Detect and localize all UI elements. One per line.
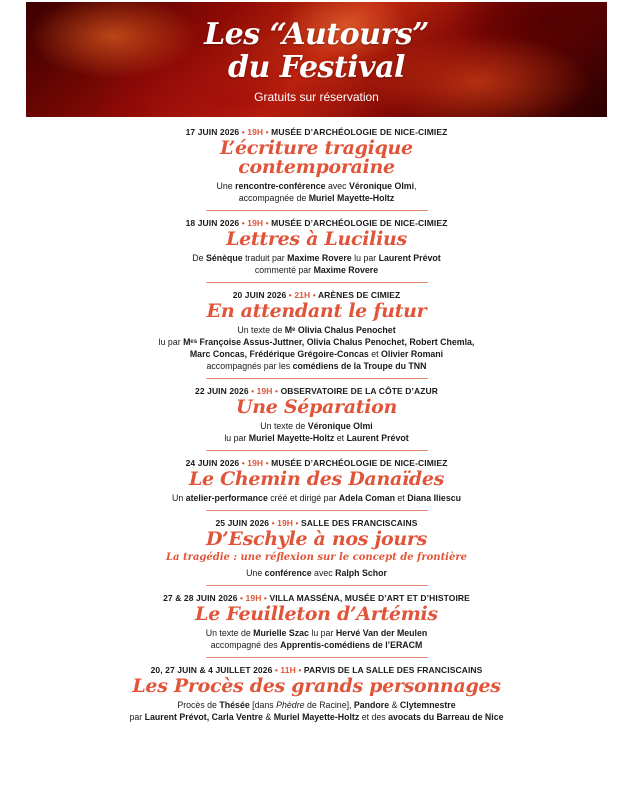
bullet-separator: • — [293, 518, 302, 528]
highlighted-text: atelier-performance — [185, 493, 268, 503]
highlighted-text: Véronique Olmi — [307, 421, 373, 431]
bullet-separator: • — [239, 458, 248, 468]
event-date: 20 JUIN 2026 — [232, 290, 287, 300]
event-date: 27 & 28 JUIN 2026 — [163, 593, 238, 603]
event-time: 11H — [280, 665, 296, 675]
bullet-separator: • — [263, 458, 272, 468]
bullet-separator: • — [272, 386, 281, 396]
event-title-line: Le Feuilleton d’Artémis — [195, 603, 438, 625]
highlighted-text: Murielle Szac — [253, 628, 309, 638]
event-item — [26, 217, 607, 276]
highlighted-text: Clytemnestre — [399, 700, 456, 710]
text-segment: avec — [325, 181, 350, 191]
text-segment: Un — [172, 493, 186, 503]
event-item — [26, 289, 607, 372]
highlighted-text: conférence — [264, 568, 312, 578]
text-segment: et — [334, 433, 347, 443]
event-divider — [206, 510, 428, 511]
bullet-separator: • — [261, 593, 270, 603]
event-description-line — [26, 324, 607, 336]
event-description-line — [26, 336, 607, 348]
event-divider — [206, 282, 428, 283]
event-place: MUSÉE D’ARCHÉOLOGIE DE NICE-CIMIEZ — [271, 458, 448, 468]
event-title — [26, 302, 607, 321]
event-description — [26, 627, 607, 651]
highlighted-text: rencontre-conférence — [235, 181, 326, 191]
highlighted-text: Apprentis-comédiens de l’ERACM — [280, 640, 423, 650]
festival-banner — [26, 2, 607, 117]
event-description-line — [26, 420, 607, 432]
event-description-line — [26, 627, 607, 639]
text-segment: Un texte de — [205, 628, 254, 638]
event-time: 19H — [247, 218, 264, 228]
text-segment: accompagnée de — [238, 193, 309, 203]
event-date: 24 JUIN 2026 — [185, 458, 240, 468]
event-time: 19H — [256, 386, 273, 396]
event-title-line: contemporaine — [238, 156, 395, 178]
event-list — [26, 124, 607, 723]
text-segment: et des — [359, 712, 389, 722]
event-description-line — [26, 264, 607, 276]
event-title-line: Une Séparation — [235, 396, 398, 418]
event-place: ARÈNES DE CIMIEZ — [317, 290, 401, 300]
event-item — [26, 592, 607, 651]
text-segment: de Racine], — [304, 700, 354, 710]
event-item — [26, 517, 607, 579]
event-subtitle: La tragédie : une réflexion sur le concept de frontière — [166, 552, 467, 563]
highlighted-text: Véronique Olmi — [349, 181, 415, 191]
text-segment: [dans — [249, 700, 277, 710]
text-segment: lu par — [308, 628, 336, 638]
banner-title — [26, 18, 607, 84]
event-description — [26, 420, 607, 444]
text-segment: , — [414, 181, 417, 191]
event-place: MUSÉE D’ARCHÉOLOGIE DE NICE-CIMIEZ — [271, 218, 448, 228]
highlighted-text: avocats du Barreau de Nice — [388, 712, 504, 722]
bullet-separator: • — [237, 593, 246, 603]
highlighted-text: Muriel Mayette-Holtz — [273, 712, 360, 722]
text-segment: commenté par — [254, 265, 314, 275]
highlighted-text: Olivier Romani — [381, 349, 444, 359]
event-description-line — [26, 492, 607, 504]
event-divider — [206, 378, 428, 379]
event-title-line: L’écriture tragique — [220, 137, 413, 159]
text-segment: avec — [311, 568, 336, 578]
highlighted-text: comédiens de la Troupe du TNN — [292, 361, 427, 371]
highlighted-text: Diana Iliescu — [407, 493, 461, 503]
text-segment: Une — [246, 568, 265, 578]
text-segment: créé et dirigé par — [267, 493, 339, 503]
event-title-line: D’Eschyle à nos jours — [205, 528, 428, 550]
event-title — [26, 230, 607, 249]
event-date: 22 JUIN 2026 — [195, 386, 249, 396]
event-description-line — [26, 567, 607, 579]
event-description — [26, 180, 607, 204]
event-title-line: En attendant le futur — [206, 300, 427, 322]
highlighted-text: Thésée — [219, 700, 250, 710]
highlighted-text: Muriel Mayette-Holtz — [308, 193, 395, 203]
event-description — [26, 492, 607, 504]
text-segment: Procès de — [177, 700, 220, 710]
banner-title-line-2: du Festival — [228, 50, 405, 85]
event-title-line: Les Procès des grands personnages — [132, 675, 501, 697]
bullet-separator: • — [263, 127, 272, 137]
event-divider — [206, 657, 428, 658]
event-time: 19H — [277, 518, 294, 528]
highlighted-text: Laurent Prévot — [346, 433, 409, 443]
text-segment: accompagné des — [210, 640, 281, 650]
highlighted-text: Mᵉˢ Françoise Assus-Juttner, Olivia Chalus Penochet, Robert Chemla, — [183, 337, 475, 347]
text-segment: Phèdre — [276, 700, 305, 710]
event-date: 17 JUIN 2026 — [185, 127, 240, 137]
event-place: OBSERVATOIRE DE LA CÔTE D’AZUR — [280, 386, 438, 396]
highlighted-text: Pandore — [353, 700, 390, 710]
event-description-line — [26, 252, 607, 264]
event-divider — [206, 585, 428, 586]
bullet-separator: • — [263, 218, 272, 228]
event-time: 21H — [294, 290, 311, 300]
bullet-separator: • — [239, 218, 248, 228]
text-segment: & — [389, 700, 400, 710]
text-segment: lu par — [158, 337, 184, 347]
event-description-line — [26, 639, 607, 651]
event-item — [26, 664, 607, 723]
text-segment: De — [192, 253, 206, 263]
event-title-line: Lettres à Lucilius — [226, 228, 407, 250]
event-description — [26, 567, 607, 579]
event-time: 19H — [247, 127, 264, 137]
event-time: 19H — [247, 458, 264, 468]
event-date: 18 JUIN 2026 — [185, 218, 240, 228]
text-segment: lu par — [224, 433, 249, 443]
text-segment: par — [129, 712, 145, 722]
event-title — [26, 398, 607, 417]
event-item — [26, 457, 607, 504]
text-segment: Une — [216, 181, 236, 191]
event-description-line — [26, 711, 607, 723]
event-divider — [206, 210, 428, 211]
event-date: 20, 27 JUIN & 4 JUILLET 2026 — [150, 665, 273, 675]
text-segment: traduit par — [242, 253, 288, 263]
text-segment: et — [394, 493, 408, 503]
event-description-line — [26, 432, 607, 444]
event-description — [26, 699, 607, 723]
event-description-line — [26, 699, 607, 711]
text-segment: lu par — [351, 253, 379, 263]
text-segment: et — [368, 349, 382, 359]
bullet-separator: • — [269, 518, 278, 528]
event-description-line — [26, 360, 607, 372]
event-item — [26, 126, 607, 204]
event-time: 19H — [245, 593, 262, 603]
event-description-line — [26, 192, 607, 204]
event-place: VILLA MASSÉNA, MUSÉE D’ART ET D’HISTOIRE — [269, 593, 470, 603]
bullet-separator: • — [286, 290, 295, 300]
event-place: PARVIS DE LA SALLE DES FRANCISCAINS — [303, 665, 483, 675]
event-title-line: Le Chemin des Danaïdes — [188, 468, 445, 490]
highlighted-text: Maxime Rovere — [313, 265, 379, 275]
event-divider — [206, 450, 428, 451]
event-title — [26, 605, 607, 624]
text-segment: Un texte de — [260, 421, 308, 431]
event-title — [26, 677, 607, 696]
bullet-separator: • — [295, 665, 304, 675]
event-title — [26, 139, 607, 177]
bullet-separator: • — [310, 290, 318, 300]
text-segment: accompagnés par les — [206, 361, 293, 371]
highlighted-text: Laurent Prévot — [378, 253, 441, 263]
event-title — [26, 470, 607, 489]
highlighted-text: Muriel Mayette-Holtz — [248, 433, 335, 443]
event-description — [26, 252, 607, 276]
event-description-line — [26, 180, 607, 192]
event-description — [26, 324, 607, 372]
event-place: MUSÉE D’ARCHÉOLOGIE DE NICE-CIMIEZ — [271, 127, 448, 137]
text-segment: Un texte de — [237, 325, 285, 335]
text-segment: & — [262, 712, 274, 722]
highlighted-text: Mᵉ Olivia Chalus Penochet — [284, 325, 396, 335]
event-item — [26, 385, 607, 444]
highlighted-text: Ralph Schor — [335, 568, 387, 578]
highlighted-text: Sénèque — [205, 253, 243, 263]
event-place: SALLE DES FRANCISCAINS — [301, 518, 418, 528]
highlighted-text: Adela Coman — [338, 493, 395, 503]
event-date: 25 JUIN 2026 — [215, 518, 270, 528]
banner-subtitle: Gratuits sur réservation — [254, 90, 379, 104]
bullet-separator: • — [248, 386, 257, 396]
event-description-line — [26, 348, 607, 360]
event-title — [26, 530, 607, 549]
banner-title-line-1: Les “Autours” — [204, 17, 429, 52]
bullet-separator: • — [272, 665, 281, 675]
highlighted-text: Maxime Rovere — [287, 253, 352, 263]
highlighted-text: Marc Concas, Frédérique Grégoire-Concas — [189, 349, 369, 359]
highlighted-text: Laurent Prévot, Carla Ventre — [144, 712, 263, 722]
highlighted-text: Hervé Van der Meulen — [335, 628, 428, 638]
bullet-separator: • — [239, 127, 248, 137]
